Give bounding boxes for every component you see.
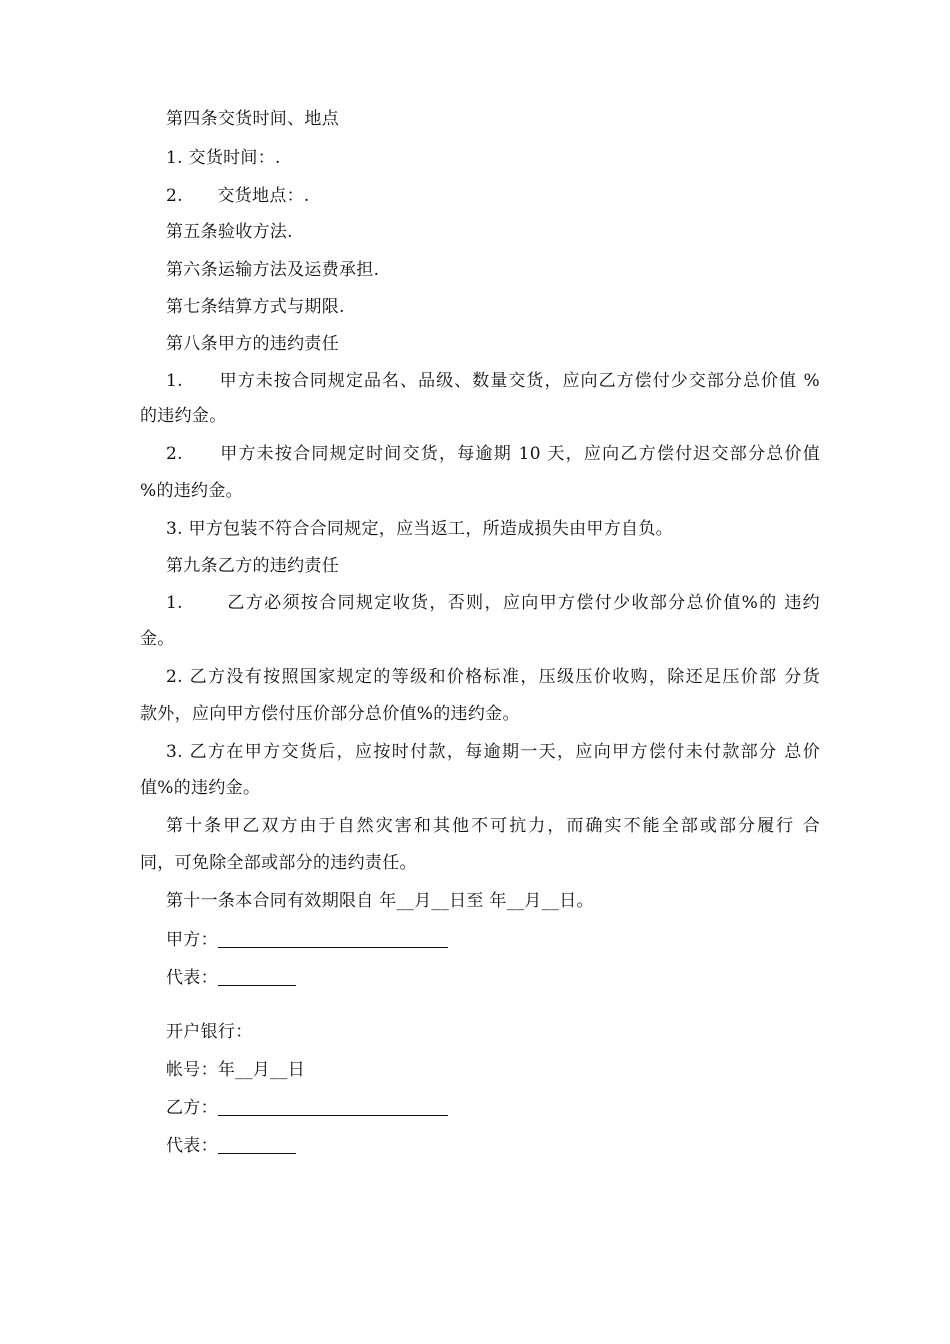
article-9-item-1-line-2: 金。 bbox=[140, 629, 175, 649]
article-5: 第五条验收方法. bbox=[166, 222, 293, 242]
party-b-label: 乙方： bbox=[166, 1098, 218, 1118]
rep-a-blank bbox=[218, 969, 296, 986]
party-a-signature-line bbox=[166, 929, 846, 951]
party-a-label: 甲方： bbox=[166, 930, 218, 950]
article-9-item-2-line-1: 2. 乙方没有按照国家规定的等级和价格标准，压级压价收购，除还足压价部 分货 bbox=[166, 667, 820, 687]
article-4-item-1: 1. 交货时间：. bbox=[166, 148, 281, 168]
rep-b-signature-line bbox=[166, 1135, 846, 1157]
article-8-item-3: 3. 甲方包装不符合合同规定，应当返工，所造成损失由甲方自负。 bbox=[166, 519, 673, 539]
rep-b-label: 代表： bbox=[166, 1136, 218, 1156]
article-11: 第十一条本合同有效期限自 年__月__日至 年__月__日。 bbox=[166, 891, 594, 911]
article-7: 第七条结算方式与期限. bbox=[166, 297, 345, 317]
party-a-blank bbox=[218, 931, 448, 948]
article-8-item-2-line-1: 2. 甲方未按合同规定时间交货，每逾期 10 天，应向乙方偿付迟交部分总价值 bbox=[166, 444, 820, 464]
party-b-signature-line bbox=[166, 1097, 846, 1119]
article-4-heading: 第四条交货时间、地点 bbox=[166, 109, 339, 129]
rep-a-label: 代表： bbox=[166, 968, 218, 988]
rep-a-signature-line bbox=[166, 967, 846, 989]
article-9-heading: 第九条乙方的违约责任 bbox=[166, 556, 339, 576]
article-10-line-1: 第十条甲乙双方由于自然灾害和其他不可抗力，而确实不能全部或部分履行 合 bbox=[166, 816, 820, 836]
article-9-item-3-line-1: 3. 乙方在甲方交货后，应按时付款，每逾期一天，应向甲方偿付未付款部分 总价 bbox=[166, 742, 820, 762]
bank-label: 开户银行： bbox=[166, 1022, 253, 1042]
article-6: 第六条运输方法及运费承担. bbox=[166, 260, 380, 280]
rep-b-blank bbox=[218, 1137, 296, 1154]
party-b-blank bbox=[218, 1099, 448, 1116]
article-9-item-1-line-1: 1. 乙方必须按合同规定收货，否则，应向甲方偿付少收部分总价值%的 违约 bbox=[166, 593, 820, 613]
article-8-item-1-line-1: 1. 甲方未按合同规定品名、品级、数量交货，应向乙方偿付少交部分总价值 % bbox=[166, 371, 820, 391]
article-8-item-1-line-2: 的违约金。 bbox=[140, 406, 227, 426]
article-4-item-2: 2. 交货地点：. bbox=[166, 186, 310, 206]
article-8-heading: 第八条甲方的违约责任 bbox=[166, 334, 339, 354]
article-8-item-2-line-2: %的违约金。 bbox=[140, 481, 243, 501]
article-9-item-2-line-2: 款外，应向甲方偿付压价部分总价值%的违约金。 bbox=[140, 704, 520, 724]
article-10-line-2: 同，可免除全部或部分的违约责任。 bbox=[140, 853, 417, 873]
article-9-item-3-line-2: 值%的违约金。 bbox=[140, 778, 261, 798]
account-line: 帐号：年__月__日 bbox=[166, 1060, 305, 1080]
